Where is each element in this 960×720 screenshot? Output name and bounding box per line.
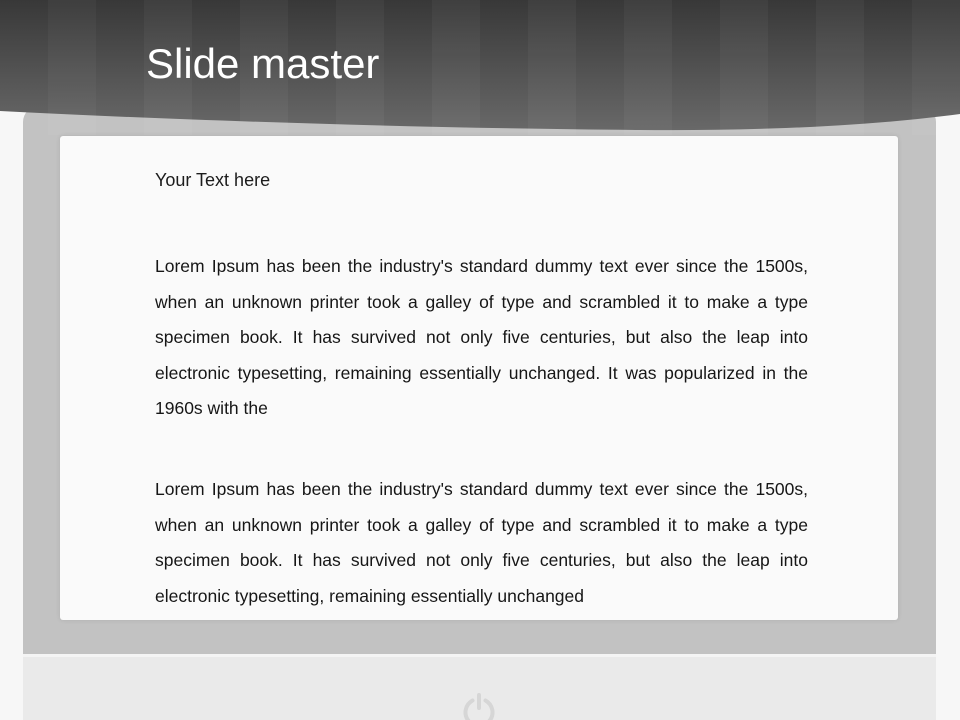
text-placeholder-label: Your Text here: [155, 170, 271, 190]
power-icon: [461, 693, 497, 720]
content-box: [60, 136, 898, 620]
body-paragraph-1: Lorem Ipsum has been the industry's standard dummy text ever since the 1500s, when an unknown printer took a galley of type and scrambled it to make a type specimen book. It has survived not only five centuries, but also the leap into electronic typesetting, remaining essentially unchanged. It was popularized in the 1960s with the: [155, 256, 808, 418]
header-curve: [0, 0, 960, 135]
body-paragraph-2: Lorem Ipsum has been the industry's standard dummy text ever since the 1500s, when an unknown printer took a galley of type and scrambled it to make a type specimen book. It has survived not only five centuries, but also the leap into electronic typesetting, remaining essentially unchanged: [155, 479, 808, 606]
slide-title: Slide master: [146, 40, 380, 87]
